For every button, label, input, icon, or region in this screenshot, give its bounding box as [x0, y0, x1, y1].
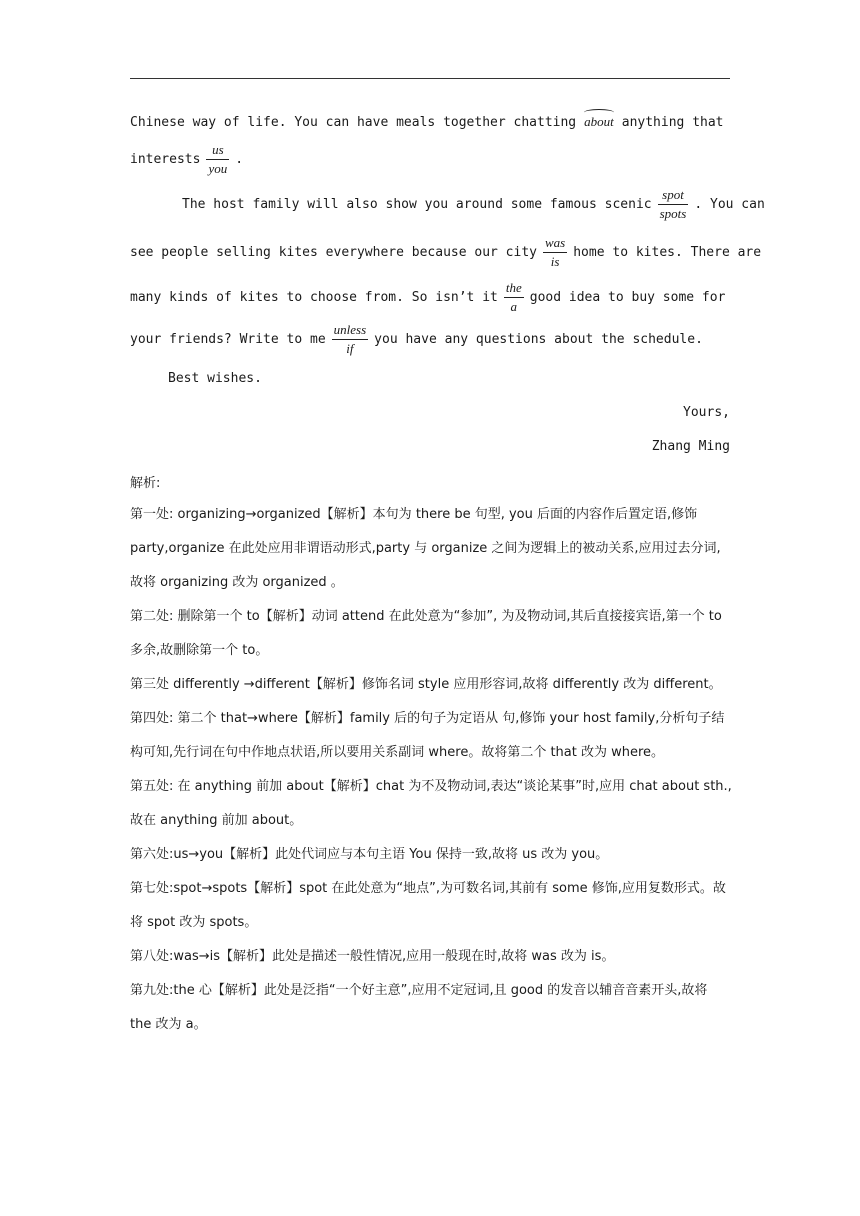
analysis-item-5: 第五处: 在 anything 前加 about【解析】chat 为不及物动词,表达“谈论某事”时,应用 chat about sth.,故在 anything 前加 about。	[130, 779, 732, 828]
analysis-item-1: 第一处: organizing→organized【解析】本句为 there be 句型, you 后面的内容作后置定语,修饰 party,organize 在此处应用非谓语动形式,party 与 organize 之间为逻辑上的被动关系,应用过去分词,故将 organizing 改为 organized 。	[130, 507, 721, 590]
letter-text: see people selling kites everywhere because our city	[130, 245, 537, 260]
letter-text: interests	[130, 152, 201, 167]
original-word: unless	[332, 321, 369, 340]
correction-fraction	[658, 186, 689, 223]
correction-fraction	[504, 279, 524, 316]
header-rule	[130, 78, 730, 79]
letter-text: good idea to buy some for	[529, 290, 726, 305]
original-word: was	[543, 234, 567, 253]
letter-sign-off: Yours,	[683, 405, 730, 420]
inserted-word: about	[584, 114, 614, 129]
letter-line-5	[130, 279, 730, 316]
letter-text: anything that	[621, 115, 724, 130]
analysis-item-6: 第六处:us→you【解析】此处代词应与本句主语 You 保持一致,故将 us 改为 you。	[130, 847, 609, 862]
analysis-list	[130, 498, 732, 1042]
correction-fraction	[332, 321, 369, 358]
letter-text: .	[235, 152, 244, 167]
letter-closing: Best wishes.	[168, 371, 262, 386]
analysis-heading: 解析:	[130, 476, 161, 491]
letter-text: . You can	[694, 197, 765, 212]
analysis-item-4: 第四处: 第二个 that→where【解析】family 后的句子为定语从 句,修饰 your host family,分析句子结构可知,先行词在句中作地点状语,所以要用关系副词 where。故将第二个 that 改为 where。	[130, 711, 725, 760]
letter-text: your friends? Write to me	[130, 332, 326, 347]
corrected-word: you	[208, 161, 228, 176]
letter-text: you have any questions about the schedule.	[374, 332, 703, 347]
corrected-word: is	[550, 254, 560, 269]
letter-text: The host family will also show you around some famous scenic	[182, 197, 652, 212]
corrected-word: if	[346, 341, 354, 356]
letter-text: many kinds of kites to choose from. So isn’t it	[130, 290, 498, 305]
corrected-word: a	[510, 299, 518, 314]
letter-line-2	[130, 141, 730, 178]
analysis-item-2: 第二处: 删除第一个 to【解析】动词 attend 在此处意为“参加”, 为及物动词,其后直接接宾语,第一个 to 多余,故删除第一个 to。	[130, 609, 722, 658]
corrected-word: spots	[659, 206, 687, 221]
letter-signature: Zhang Ming	[651, 439, 730, 454]
original-word: spot	[658, 186, 689, 205]
letter-text: home to kites. There are	[573, 245, 762, 260]
analysis-item-3: 第三处 differently →different【解析】修饰名词 style 应用形容词,故将 differently 改为 different。	[130, 677, 722, 692]
analysis-item-7: 第七处:spot→spots【解析】spot 在此处意为“地点”,为可数名词,其前有 some 修饰,应用复数形式。故将 spot 改为 spots。	[130, 881, 726, 930]
letter-line-4	[130, 234, 762, 271]
original-word: the	[504, 279, 524, 298]
analysis-item-9: 第九处:the 心【解析】此处是泛指“一个好主意”,应用不定冠词,且 good 的发音以辅音音素开头,故将 the 改为 a。	[130, 983, 708, 1032]
correction-fraction	[206, 141, 229, 178]
analysis-item-8: 第八处:was→is【解析】此处是描述一般性情况,应用一般现在时,故将 was 改为 is。	[130, 949, 615, 964]
correction-fraction	[543, 234, 567, 271]
letter-line-6	[130, 321, 730, 358]
letter-line-3	[182, 186, 765, 223]
letter-line-1	[130, 114, 730, 130]
letter-text: Chinese way of life. You can have meals together chatting	[130, 115, 577, 130]
original-word: us	[206, 141, 229, 160]
